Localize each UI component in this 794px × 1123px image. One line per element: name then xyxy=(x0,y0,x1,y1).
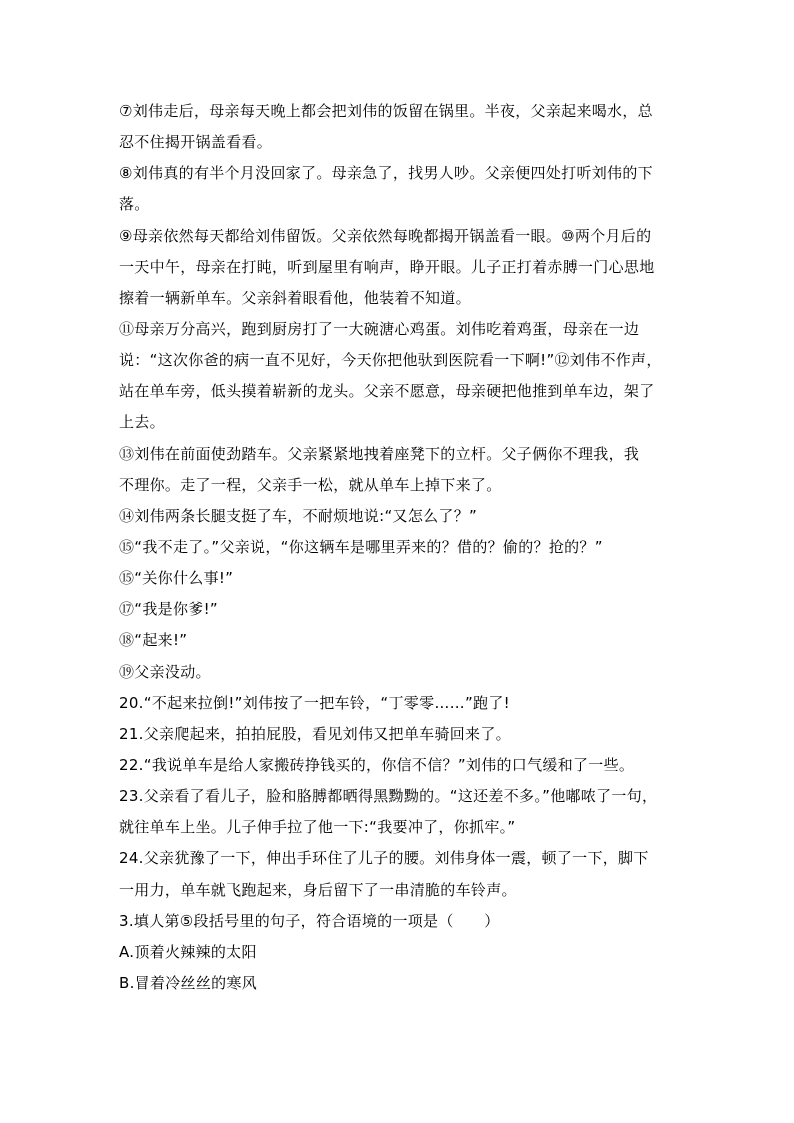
text-line: 擦着一辆新单车。父亲斜着眼看他，他装着不知道。 xyxy=(119,289,471,307)
text-line: 20.“不起来拉倒!”刘伟按了一把车铃，“丁零零……”跑了! xyxy=(119,694,510,712)
text-line: ⑧刘伟真的有半个月没回家了。母亲急了，找男人吵。父亲便四处打听刘伟的下 xyxy=(119,164,653,182)
text-line: 说：“这次你爸的病一直不见好，今天你把他驮到医院看一下啊!”⑫刘伟不作声， xyxy=(119,351,662,369)
text-line: 站在单车旁，低头摸着崭新的龙头。父亲不愿意，母亲硬把他推到单车边，架了 xyxy=(119,382,655,400)
text-line: 一用力，单车就飞跑起来，身后留下了一串清脆的车铃声。 xyxy=(119,881,517,899)
text-line: 21.父亲爬起来，拍拍屁股，看见刘伟又把单车骑回来了。 xyxy=(119,725,511,743)
text-line: ⑦刘伟走后，母亲每天晚上都会把刘伟的饭留在锅里。半夜，父亲起来喝水，总 xyxy=(119,102,653,120)
question-stem: 3.填人第⑤段括号里的句子，符合语境的一项是（ ） xyxy=(119,912,500,930)
text-line: 上去。 xyxy=(119,413,165,431)
text-line: ⑱“起来!” xyxy=(119,631,188,649)
text-line: ⑮“关你什么事!” xyxy=(119,569,234,587)
text-line: 22.“我说单车是给人家搬砖挣钱买的，你信不信？”刘伟的口气缓和了一些。 xyxy=(119,756,635,774)
text-line: 23.父亲看了看儿子，脸和胳膊都晒得黑黝黝的。“这还差不多。”他嘟哝了一句， xyxy=(119,787,658,805)
text-line: ⑬刘伟在前面使劲踏车。父亲紧紧地拽着座凳下的立杆。父子俩你不理我，我 xyxy=(119,445,640,463)
text-line: ⑰“我是你爹!” xyxy=(119,600,218,618)
text-line: 落。 xyxy=(119,195,150,213)
text-line: ⑮“我不走了。”父亲说，“你这辆车是哪里弄来的？借的？偷的？抢的？” xyxy=(119,538,603,556)
text-line: 24.父亲犹豫了一下，伸出手环住了儿子的腰。刘伟身体一震，顿了一下，脚下 xyxy=(119,849,649,867)
text-line: ⑲父亲没动。 xyxy=(119,663,211,681)
text-line: ⑨母亲依然每天都给刘伟留饭。父亲依然每晚都揭开锅盖看一眼。⑩两个月后的 xyxy=(119,227,652,245)
option-a: A.顶着火辣辣的太阳 xyxy=(119,943,257,961)
text-line: 不理你。走了一程，父亲手一松，就从单车上掉下来了。 xyxy=(119,476,502,494)
text-line: 忍不住揭开锅盖看看。 xyxy=(119,133,273,151)
option-b: B.冒着冷丝丝的寒风 xyxy=(119,974,258,992)
text-line: ⑪母亲万分高兴，跑到厨房打了一大碗溏心鸡蛋。刘伟吃着鸡蛋，母亲在一边 xyxy=(119,320,640,338)
text-line: 就往单车上坐。儿子伸手拉了他一下:“我要冲了，你抓牢。” xyxy=(119,818,516,836)
text-line: ⑭刘伟两条长腿支挺了车，不耐烦地说:“又怎么了？” xyxy=(119,507,478,525)
text-line: 一天中午，母亲在打盹，听到屋里有响声，睁开眼。儿子正打着赤膊一门心思地 xyxy=(119,258,655,276)
